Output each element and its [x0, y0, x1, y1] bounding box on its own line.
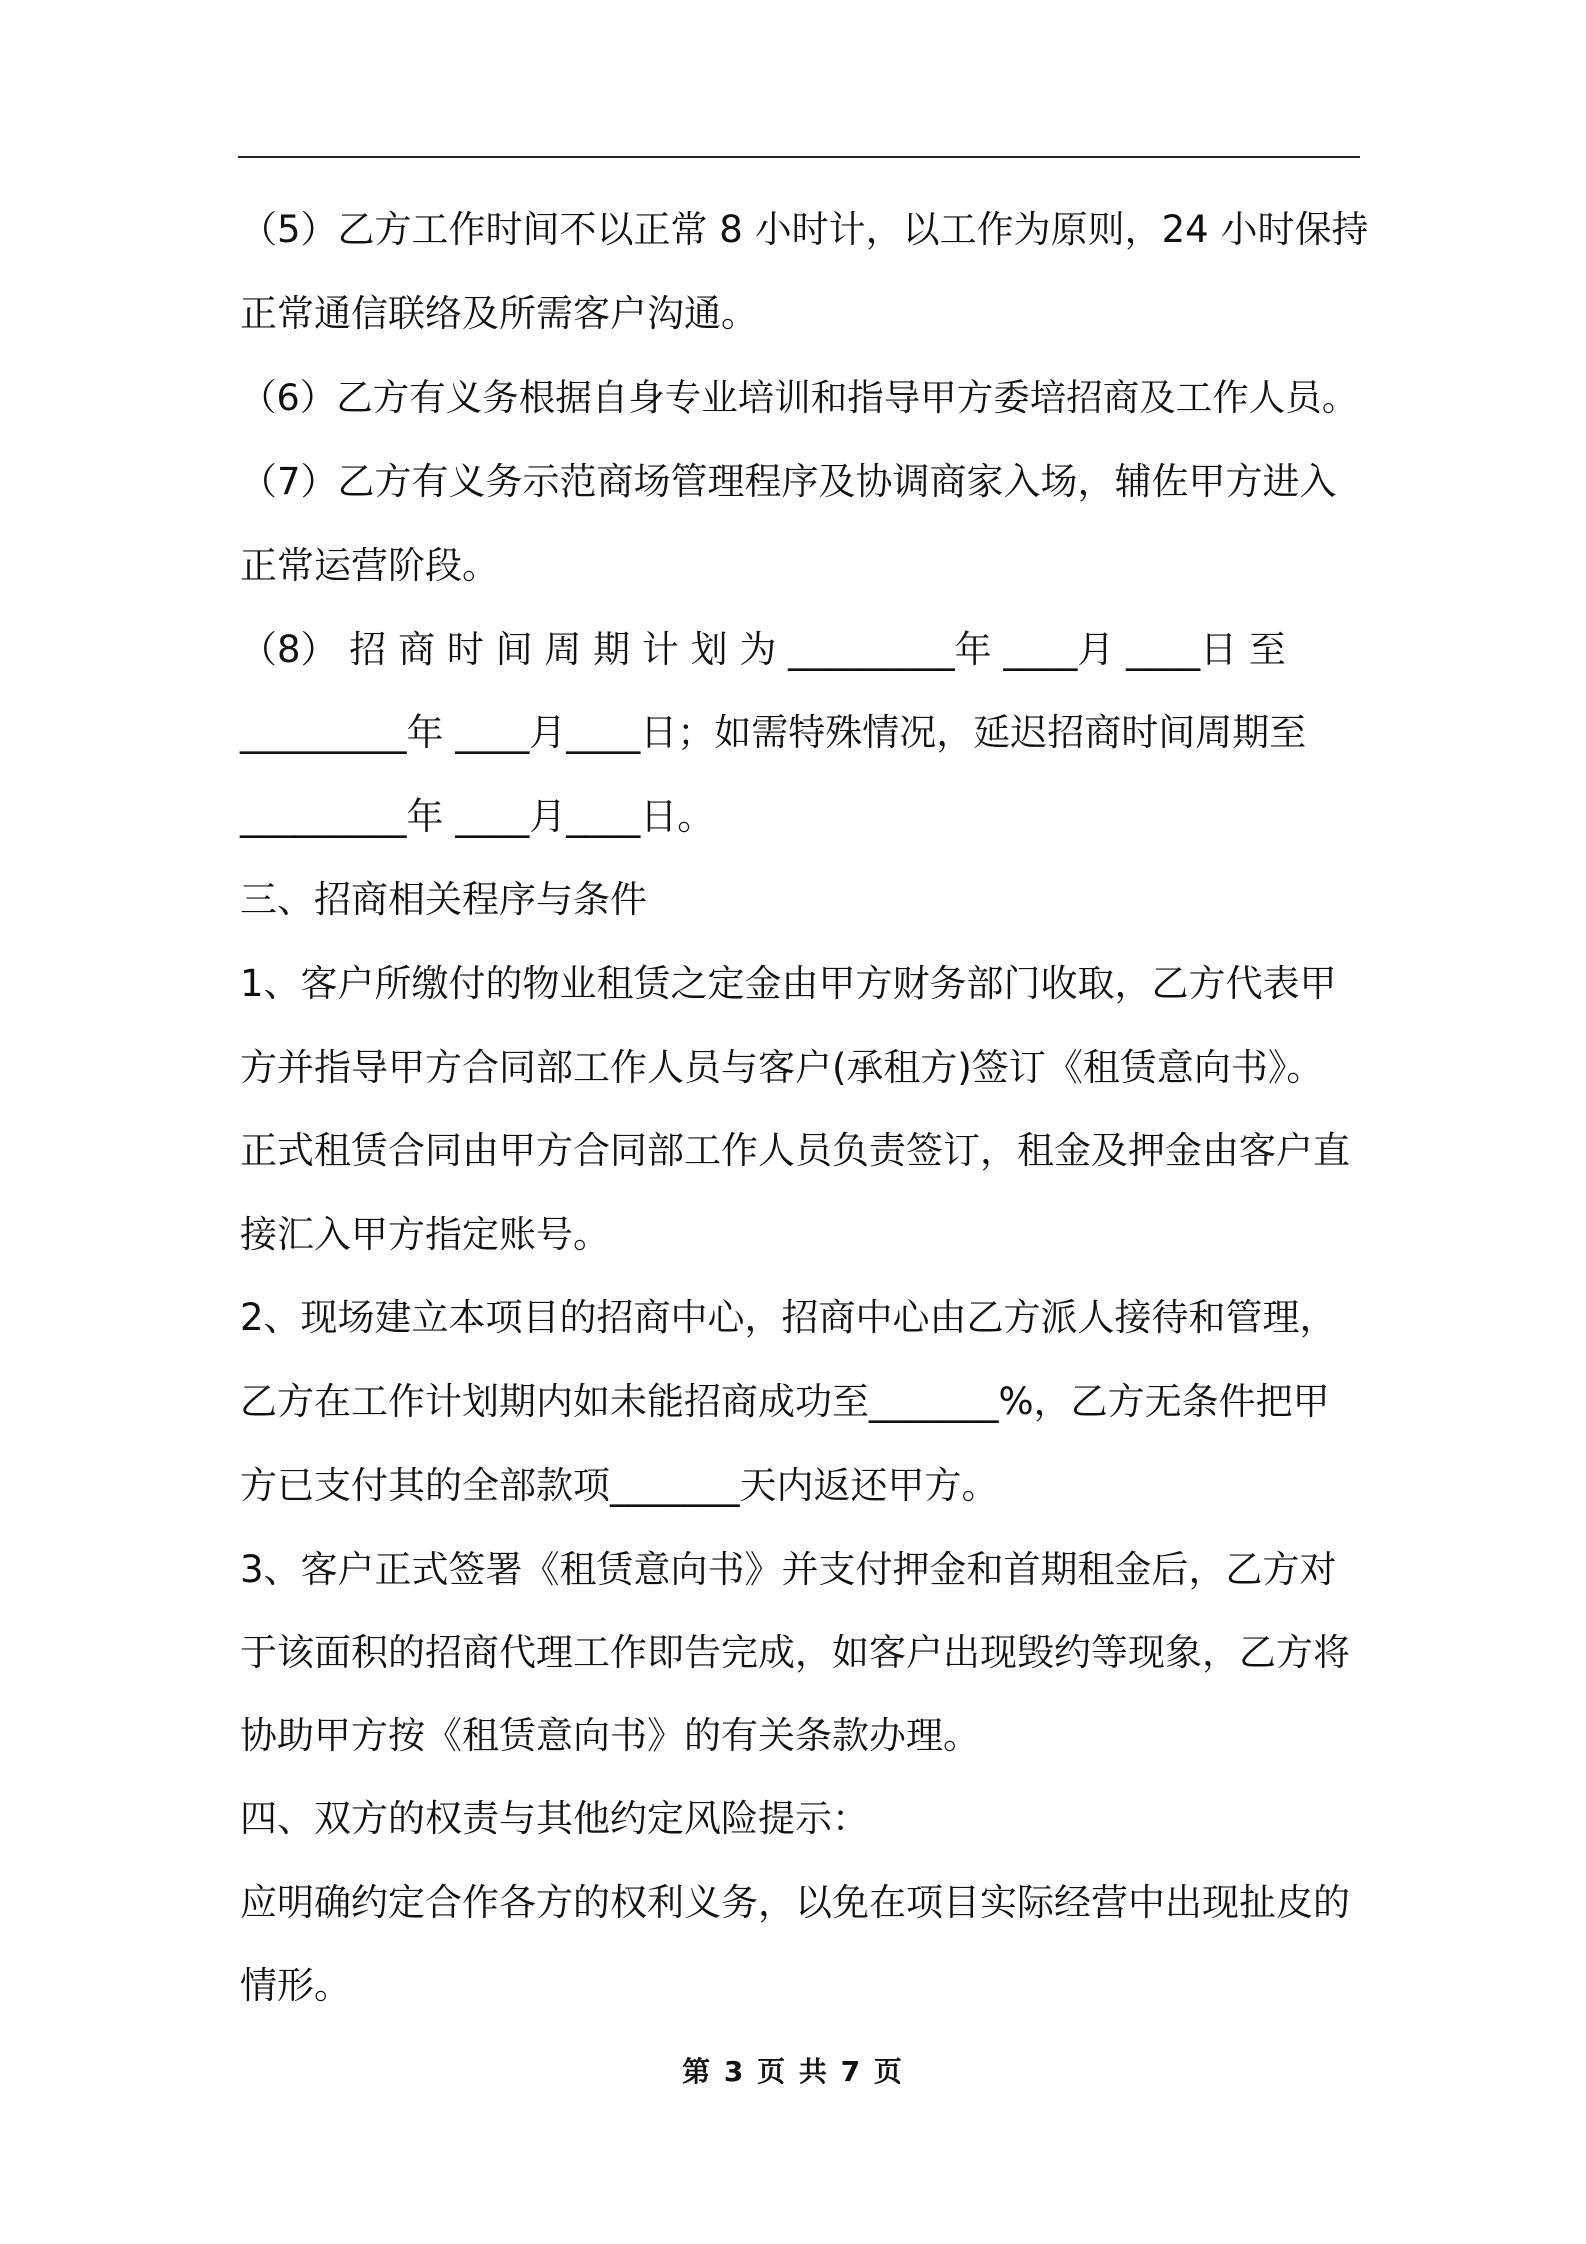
header-rule	[238, 156, 1360, 158]
section-heading: 四、双方的权责与其他约定风险提示：	[240, 1797, 869, 1840]
paragraph-line: 方已支付其的全部款项_______天内返还甲方。	[240, 1464, 999, 1507]
paragraph-line: 接汇入甲方指定账号。	[240, 1213, 610, 1256]
paragraph-line: 正常通信联络及所需客户沟通。	[240, 292, 758, 335]
paragraph-line: （8） 招 商 时 间 周 期 计 划 为 _________年 ____月 ____日 至	[240, 628, 1286, 671]
paragraph-line: 协助甲方按《租赁意向书》的有关条款办理。	[240, 1714, 980, 1757]
paragraph-line: 正常运营阶段。	[240, 544, 499, 587]
paragraph-line: 2、现场建立本项目的招商中心，招商中心由乙方派人接待和管理，	[240, 1296, 1337, 1339]
paragraph-line: 于该面积的招商代理工作即告完成，如客户出现毁约等现象，乙方将	[240, 1631, 1350, 1674]
paragraph-line: 1、客户所缴付的物业租赁之定金由甲方财务部门收取，乙方代表甲	[240, 962, 1337, 1005]
paragraph-line: 3、客户正式签署《租赁意向书》并支付押金和首期租金后，乙方对	[240, 1548, 1337, 1591]
paragraph-line: 乙方在工作计划期内如未能招商成功至_______%，乙方无条件把甲	[240, 1380, 1330, 1423]
section-heading: 三、招商相关程序与条件	[240, 878, 647, 921]
paragraph-line: （7）乙方有义务示范商场管理程序及协调商家入场，辅佐甲方进入	[240, 460, 1337, 503]
paragraph-line: _________年 ____月____日。	[240, 795, 715, 838]
paragraph-line: （5）乙方工作时间不以正常 8 小时计，以工作为原则，24 小时保持	[240, 208, 1369, 251]
paragraph-line: _________年 ____月____日；如需特殊情况，延迟招商时间周期至	[240, 711, 1307, 754]
paragraph-line: 应明确约定合作各方的权利义务，以免在项目实际经营中出现扯皮的	[240, 1881, 1350, 1924]
paragraph-line: 情形。	[240, 1964, 351, 2007]
paragraph-line: 方并指导甲方合同部工作人员与客户(承租方)签订《租赁意向书》。	[240, 1046, 1324, 1089]
paragraph-line: 正式租赁合同由甲方合同部工作人员负责签订，租金及押金由客户直	[240, 1129, 1350, 1172]
page-number: 第 3 页 共 7 页	[682, 2055, 904, 2088]
paragraph-line: （6）乙方有义务根据自身专业培训和指导甲方委培招商及工作人员。	[240, 376, 1359, 419]
